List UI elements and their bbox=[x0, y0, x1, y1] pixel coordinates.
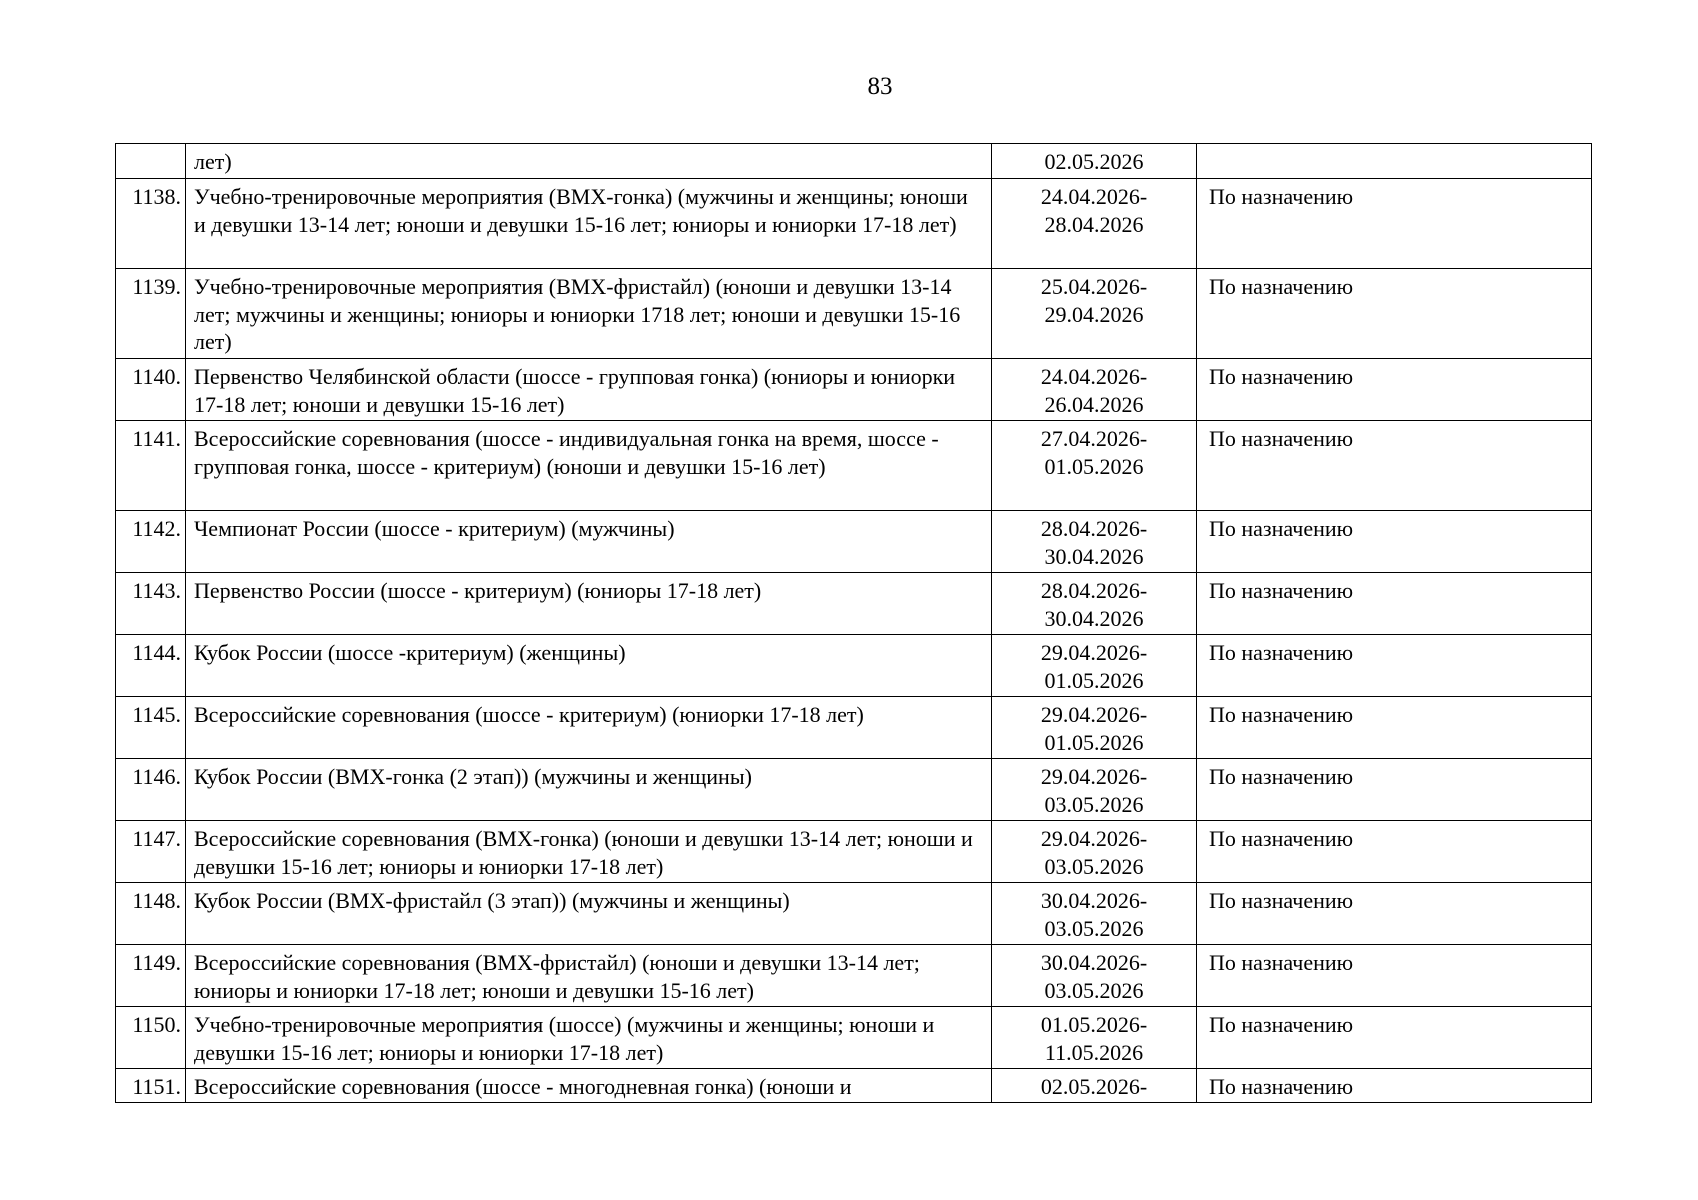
event-note: По назначению bbox=[1197, 883, 1592, 945]
table-row bbox=[116, 144, 1592, 179]
event-name: Всероссийские соревнования (BMX-гонка) (юноши и девушки 13-14 лет; юноши и девушки 15-16 лет; юниоры и юниорки 17-18 лет) bbox=[186, 821, 992, 883]
table-row bbox=[116, 697, 1592, 759]
event-name: Первенство России (шоссе - критериум) (юниоры 17-18 лет) bbox=[186, 573, 992, 635]
table-row bbox=[116, 269, 1592, 359]
event-note: По назначению bbox=[1197, 697, 1592, 759]
table-row bbox=[116, 359, 1592, 421]
event-name: Кубок России (BMX-гонка (2 этап)) (мужчины и женщины) bbox=[186, 759, 992, 821]
table-row bbox=[116, 421, 1592, 511]
event-note bbox=[1197, 144, 1592, 179]
event-name: Всероссийские соревнования (шоссе - критериум) (юниорки 17-18 лет) bbox=[186, 697, 992, 759]
row-number: 1145. bbox=[116, 697, 186, 759]
event-name: Всероссийские соревнования (BMX-фристайл) (юноши и девушки 13-14 лет; юниоры и юниорки 17-18 лет; юноши и девушки 15-16 лет) bbox=[186, 945, 992, 1007]
table-row bbox=[116, 883, 1592, 945]
event-note: По назначению bbox=[1197, 635, 1592, 697]
event-note: По назначению bbox=[1197, 821, 1592, 883]
event-dates: 02.05.2026- bbox=[992, 1069, 1197, 1103]
row-number: 1149. bbox=[116, 945, 186, 1007]
row-number: 1139. bbox=[116, 269, 186, 359]
event-name: Учебно-тренировочные мероприятия (BMX-гонка) (мужчины и женщины; юноши и девушки 13-14 лет; юноши и девушки 15-16 лет; юниоры и юниорки 17-18 лет) bbox=[186, 179, 992, 269]
event-dates: 29.04.2026- 03.05.2026 bbox=[992, 821, 1197, 883]
event-note: По назначению bbox=[1197, 573, 1592, 635]
event-name: Первенство Челябинской области (шоссе - групповая гонка) (юниоры и юниорки 17-18 лет; юноши и девушки 15-16 лет) bbox=[186, 359, 992, 421]
event-dates: 28.04.2026- 30.04.2026 bbox=[992, 511, 1197, 573]
event-dates: 24.04.2026- 28.04.2026 bbox=[992, 179, 1197, 269]
event-dates: 27.04.2026- 01.05.2026 bbox=[992, 421, 1197, 511]
event-dates: 30.04.2026- 03.05.2026 bbox=[992, 883, 1197, 945]
event-dates: 02.05.2026 bbox=[992, 144, 1197, 179]
row-number: 1151. bbox=[116, 1069, 186, 1103]
row-number: 1148. bbox=[116, 883, 186, 945]
table-row bbox=[116, 1069, 1592, 1103]
event-dates: 30.04.2026- 03.05.2026 bbox=[992, 945, 1197, 1007]
row-number: 1143. bbox=[116, 573, 186, 635]
event-dates: 01.05.2026- 11.05.2026 bbox=[992, 1007, 1197, 1069]
event-note: По назначению bbox=[1197, 511, 1592, 573]
event-dates: 29.04.2026- 03.05.2026 bbox=[992, 759, 1197, 821]
table-row bbox=[116, 179, 1592, 269]
event-name: лет) bbox=[186, 144, 992, 179]
event-name: Кубок России (BMX-фристайл (3 этап)) (мужчины и женщины) bbox=[186, 883, 992, 945]
event-note: По назначению bbox=[1197, 421, 1592, 511]
event-note: По назначению bbox=[1197, 1007, 1592, 1069]
event-note: По назначению bbox=[1197, 945, 1592, 1007]
event-note: По назначению bbox=[1197, 759, 1592, 821]
table-row bbox=[116, 759, 1592, 821]
event-dates: 28.04.2026- 30.04.2026 bbox=[992, 573, 1197, 635]
row-number: 1144. bbox=[116, 635, 186, 697]
page-number: 83 bbox=[867, 73, 893, 100]
table-row bbox=[116, 573, 1592, 635]
table-row bbox=[116, 511, 1592, 573]
row-number: 1142. bbox=[116, 511, 186, 573]
row-number: 1138. bbox=[116, 179, 186, 269]
event-dates: 29.04.2026- 01.05.2026 bbox=[992, 697, 1197, 759]
event-dates: 24.04.2026- 26.04.2026 bbox=[992, 359, 1197, 421]
event-note: По назначению bbox=[1197, 179, 1592, 269]
row-number: 1150. bbox=[116, 1007, 186, 1069]
event-name: Чемпионат России (шоссе - критериум) (мужчины) bbox=[186, 511, 992, 573]
table-row bbox=[116, 945, 1592, 1007]
row-number bbox=[116, 144, 186, 179]
event-name: Кубок России (шоссе -критериум) (женщины) bbox=[186, 635, 992, 697]
event-name: Учебно-тренировочные мероприятия (BMX-фристайл) (юноши и девушки 13-14 лет; мужчины и женщины; юниоры и юниорки 1718 лет; юноши и девушки 15-16 лет) bbox=[186, 269, 992, 359]
event-name: Всероссийские соревнования (шоссе - индивидуальная гонка на время, шоссе - групповая гонка, шоссе - критериум) (юноши и девушки 15-16 лет) bbox=[186, 421, 992, 511]
events-table bbox=[115, 143, 1592, 1103]
row-number: 1146. bbox=[116, 759, 186, 821]
event-note: По назначению bbox=[1197, 1069, 1592, 1103]
table-row bbox=[116, 821, 1592, 883]
event-dates: 29.04.2026- 01.05.2026 bbox=[992, 635, 1197, 697]
row-number: 1147. bbox=[116, 821, 186, 883]
row-number: 1140. bbox=[116, 359, 186, 421]
event-name: Всероссийские соревнования (шоссе - многодневная гонка) (юноши и bbox=[186, 1069, 992, 1103]
event-note: По назначению bbox=[1197, 359, 1592, 421]
row-number: 1141. bbox=[116, 421, 186, 511]
table-row bbox=[116, 635, 1592, 697]
event-note: По назначению bbox=[1197, 269, 1592, 359]
event-name: Учебно-тренировочные мероприятия (шоссе) (мужчины и женщины; юноши и девушки 15-16 лет; юниоры и юниорки 17-18 лет) bbox=[186, 1007, 992, 1069]
event-dates: 25.04.2026- 29.04.2026 bbox=[992, 269, 1197, 359]
table-row bbox=[116, 1007, 1592, 1069]
